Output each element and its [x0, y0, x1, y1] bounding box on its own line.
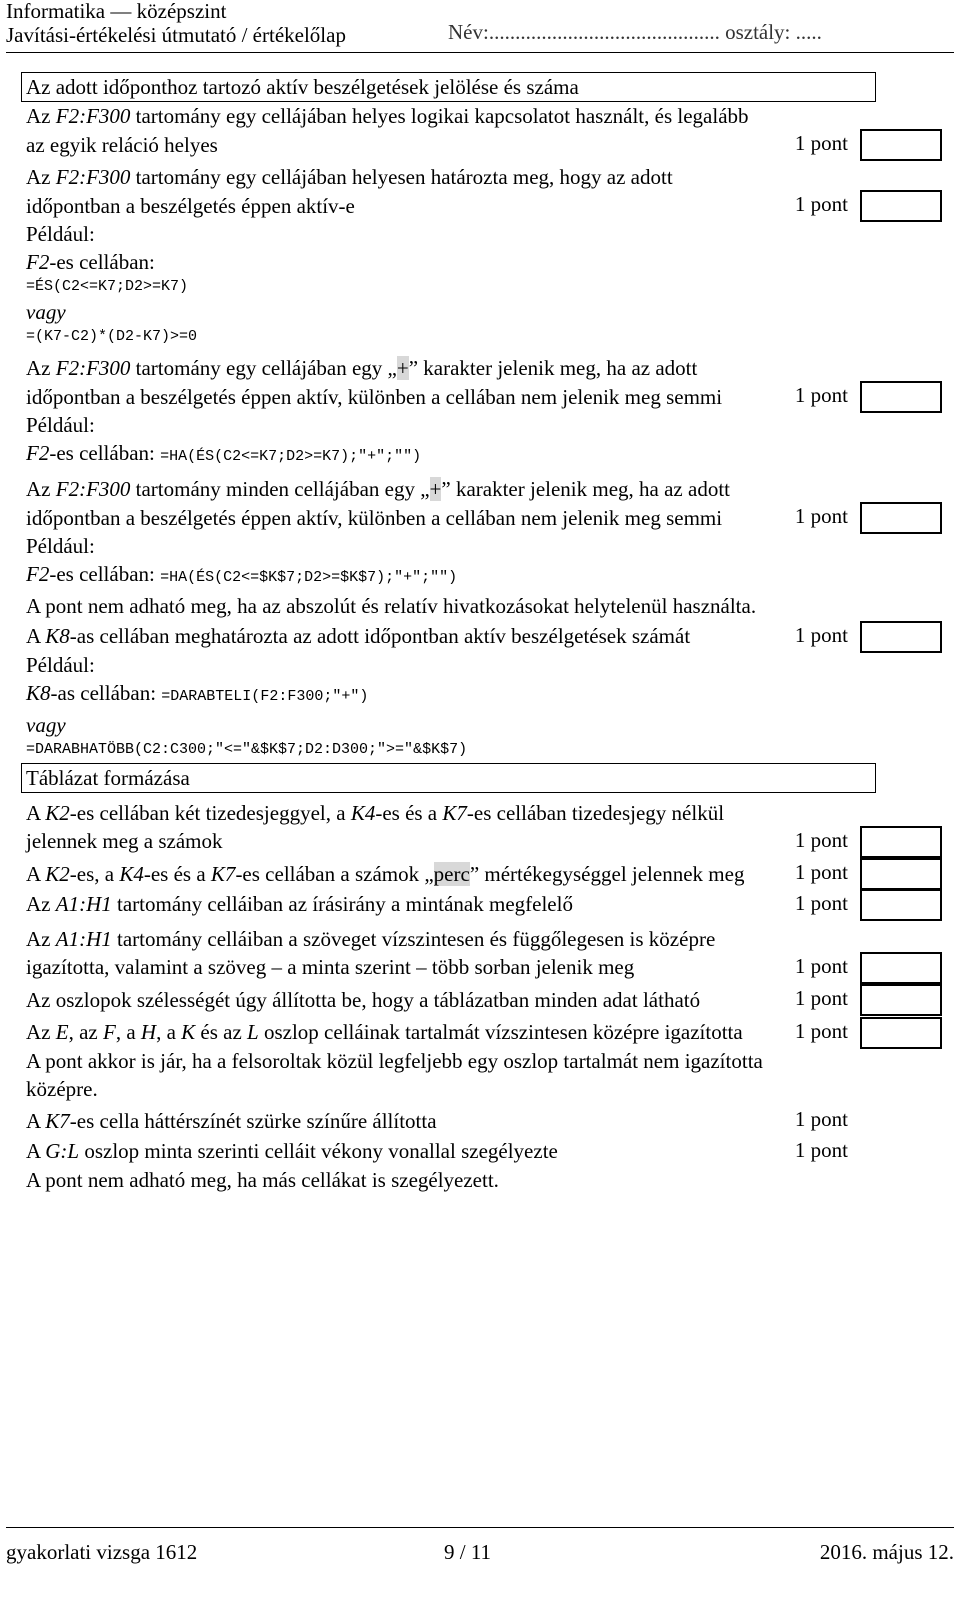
- criterion-row: [26, 1018, 946, 1047]
- criterion-text: Az F2:F300 tartomány egy cellájában helyesen határozta meg, hogy az adott időpontban a beszélgetés éppen aktív-e: [26, 165, 673, 218]
- formula: =ÉS(C2<=K7;D2>=K7): [26, 278, 189, 295]
- criterion-text: Az A1:H1 tartomány celláiban az írásirány a mintának megfelelő: [26, 892, 573, 916]
- score-box[interactable]: [860, 984, 942, 1016]
- point-label: 1 pont: [794, 1018, 848, 1043]
- header-doc-title: Javítási-értékelési útmutató / értékelőlap: [6, 23, 346, 47]
- header-divider: [6, 52, 954, 53]
- footer-date: 2016. május 12.: [819, 1540, 954, 1564]
- criterion-text: A K7-es cella háttérszínét szürke színűre állította: [26, 1108, 437, 1133]
- criterion-row: [26, 1137, 946, 1166]
- criterion-text: A K2-es cellában két tizedesjeggyel, a K4-es és a K7-es cellában tizedesjegy nélkül jelennek meg a számok: [26, 800, 725, 853]
- criterion-text: Az F2:F300 tartomány egy cellájában helyes logikai kapcsolatot használt, és legalább az egyik reláció helyes: [26, 104, 749, 157]
- note: A pont akkor is jár, ha a felsoroltak közül legfeljebb egy oszlop tartalmát nem igazította középre.: [26, 1048, 763, 1101]
- point-label: 1 pont: [794, 504, 848, 528]
- criterion-text: Az E, az F, a H, a K és az L oszlop celláinak tartalmát vízszintesen középre igazította: [26, 1020, 743, 1044]
- criterion-row: [26, 102, 946, 159]
- point-label: 1 pont: [794, 890, 848, 915]
- criterion-text: A K8-as cellában meghatározta az adott időpontban aktív beszélgetések számát: [26, 624, 691, 648]
- criterion-text: Az oszlopok szélességét úgy állította be, hogy a táblázatban minden adat látható: [26, 987, 701, 1012]
- header-subject: Informatika — középszint: [6, 0, 227, 23]
- footer-page-number: 9 / 11: [444, 1540, 492, 1564]
- point-label: 1 pont: [794, 827, 848, 852]
- formula: =HA(ÉS(C2<=$K$7;D2>=$K$7);"+";""): [160, 569, 458, 586]
- cell-formula-line: F2-es cellában: =HA(ÉS(C2<=K7;D2>=K7);"+";""): [26, 441, 422, 465]
- note: A pont nem adható meg, ha az abszolút és relatív hivatkozásokat helytelenül használta.: [26, 594, 757, 618]
- section-title-row: [26, 763, 946, 793]
- formula: =DARABTELI(F2:F300;"+"): [161, 687, 369, 705]
- point-label: 1 pont: [794, 860, 848, 884]
- criterion-row: [26, 622, 946, 651]
- formula: =(K7-C2)*(D2-K7)>=0: [26, 328, 198, 345]
- score-box[interactable]: [860, 621, 942, 653]
- alternative-label: vagy: [26, 300, 66, 324]
- score-box[interactable]: [860, 826, 942, 858]
- point-label: 1 pont: [794, 1107, 848, 1131]
- example-label: Például:: [26, 413, 95, 437]
- page-footer: [6, 1527, 954, 1564]
- criterion-row: [26, 890, 946, 919]
- score-box[interactable]: [860, 381, 942, 413]
- score-box[interactable]: [860, 502, 942, 534]
- score-box[interactable]: [860, 190, 942, 222]
- cell-label: F2-es cellában:: [26, 250, 155, 274]
- point-label: 1 pont: [794, 192, 848, 216]
- score-box[interactable]: [860, 889, 942, 921]
- criterion-row: [26, 860, 946, 889]
- point-label: 1 pont: [794, 986, 848, 1010]
- score-box[interactable]: [860, 1017, 942, 1049]
- alternative-label: vagy: [26, 712, 66, 737]
- formula: =HA(ÉS(C2<=K7;D2>=K7);"+";""): [160, 448, 422, 465]
- example-label: Például:: [26, 222, 95, 246]
- footer-exam-code: gyakorlati vizsga 1612: [6, 1540, 198, 1564]
- criterion-text: A K2-es, a K4-es és a K7-es cellában a számok „perc” mértékegységgel jelennek meg: [26, 861, 745, 886]
- point-label: 1 pont: [794, 953, 848, 978]
- cell-formula-line: F2-es cellában: =HA(ÉS(C2<=$K$7;D2>=$K$7);"+";""): [26, 562, 458, 586]
- criterion-text: Az A1:H1 tartomány celláiban a szöveget vízszintesen és függőlegesen is középre igazította, valamint a szöveg – a minta szerint – több sorban jelenik meg: [26, 926, 716, 979]
- criterion-row: [26, 986, 946, 1015]
- point-label: 1 pont: [794, 131, 848, 155]
- score-box[interactable]: [860, 129, 942, 161]
- criterion-text: Az F2:F300 tartomány egy cellájában egy „+” karakter jelenik meg, ha az adott időpontban a beszélgetés éppen aktív, különben a cellában nem jelenik meg semmi: [26, 356, 723, 409]
- criterion-row: [26, 354, 946, 411]
- criterion-row: [26, 1107, 946, 1136]
- criterion-text: A G:L oszlop minta szerinti celláit vékony vonallal szegélyezte: [26, 1139, 558, 1163]
- criterion-row: [26, 163, 946, 220]
- grading-content: [26, 72, 956, 1194]
- note: A pont nem adható meg, ha más cellákat is szegélyezett.: [26, 1167, 499, 1192]
- point-label: 1 pont: [794, 622, 848, 647]
- criterion-text: Az F2:F300 tartomány minden cellájában egy „+” karakter jelenik meg, ha az adott időpontban a beszélgetés éppen aktív, különben a cellában nem jelenik meg semmi: [26, 477, 730, 530]
- section-title-row: [26, 72, 946, 102]
- criterion-row: [26, 925, 946, 982]
- criterion-row: [26, 799, 946, 856]
- section-title-table-formatting: Táblázat formázása: [21, 763, 876, 793]
- header-name-field: Név:............................................ osztály: .....: [448, 20, 822, 44]
- score-box[interactable]: [860, 952, 942, 984]
- point-label: 1 pont: [794, 383, 848, 407]
- cell-formula-line: K8-as cellában: =DARABTELI(F2:F300;"+"): [26, 680, 369, 705]
- example-label: Például:: [26, 534, 95, 558]
- section-title-active-conversations: Az adott időponthoz tartozó aktív beszélgetések jelölése és száma: [21, 72, 876, 102]
- point-label: 1 pont: [794, 1137, 848, 1162]
- criterion-row: [26, 475, 946, 532]
- example-label: Például:: [26, 652, 95, 677]
- formula: =DARABHATÖBB(C2:C300;"<="&$K$7;D2:D300;">="&$K$7): [26, 740, 468, 758]
- score-box[interactable]: [860, 858, 942, 890]
